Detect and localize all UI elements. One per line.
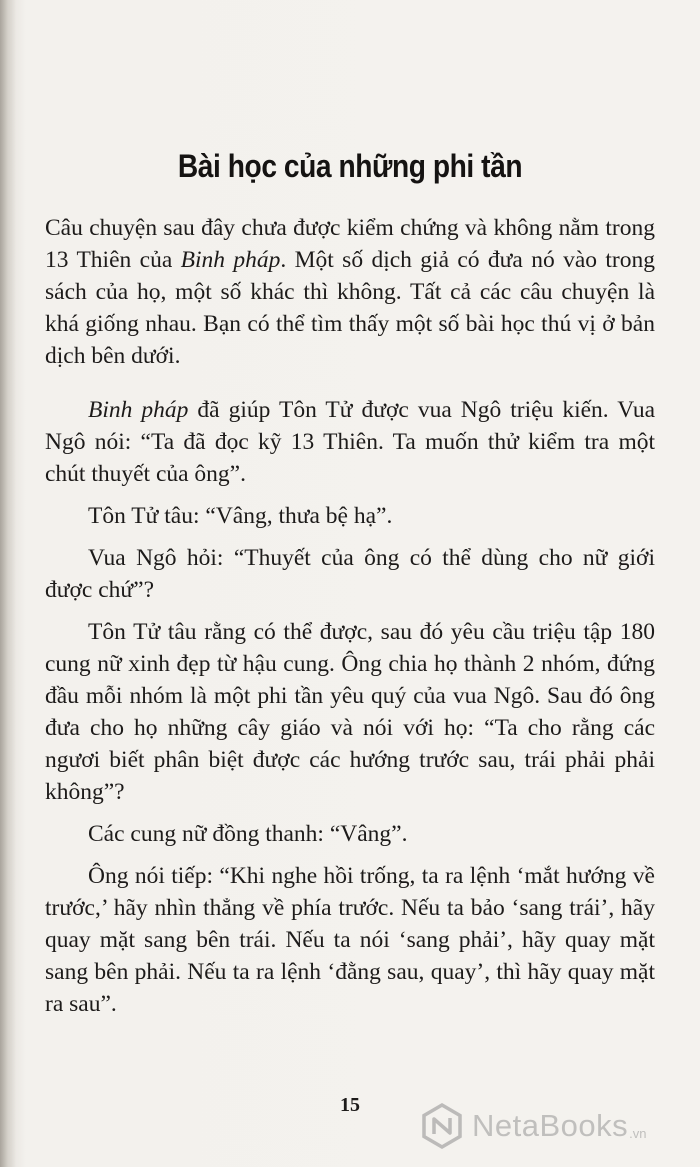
paragraph-3: Tôn Tử tâu: “Vâng, thưa bệ hạ”.: [88, 503, 393, 529]
netabooks-logo-icon: [418, 1102, 466, 1150]
spine-shadow: [0, 0, 16, 1167]
page-body: [45, 212, 655, 1030]
paragraph-1-tail: . Một số dịch giả có đưa nó vào trong sách của họ, một số khác thì không. Tất cả các câu chuyện là khá giống nhau. Bạn có thể tìm thấy một số bài học thú vị ở bản dịch bên dưới.: [45, 247, 655, 369]
paragraph-5: Tôn Tử tâu rằng có thể được, sau đó yêu cầu triệu tập 180 cung nữ xinh đẹp từ hậu cung. Ông chia họ thành 2 nhóm, đứng đầu mỗi nhóm là một phi tần yêu quý của vua Ngô. Sau đó ông đưa cho họ những cây giáo và nói với họ: “Ta cho rằng các ngươi biết phân biệt được các hướng trước sau, trái phải phải không”?: [45, 619, 655, 805]
paragraph-7: Ông nói tiếp: “Khi nghe hồi trống, ta ra lệnh ‘mắt hướng về trước,’ hãy nhìn thẳng về phía trước. Nếu ta bảo ‘sang trái’, hãy quay mặt sang bên trái. Nếu ta nói ‘sang phải’, hãy quay mặt sang bên phải. Nếu ta ra lệnh ‘đằng sau, quay’, thì hãy quay mặt ra sau”.: [45, 863, 655, 1017]
paragraph-4: Vua Ngô hỏi: “Thuyết của ông có thể dùng cho nữ giới được chứ”?: [45, 545, 655, 603]
paragraph-2-text: đã giúp Tôn Tử được vua Ngô triệu kiến. Vua Ngô nói: “Ta đã đọc kỹ 13 Thiên. Ta muốn thử kiểm tra một chút thuyết của ông”.: [45, 397, 655, 487]
paragraph-6: Các cung nữ đồng thanh: “Vâng”.: [88, 821, 408, 847]
watermark: [418, 1102, 646, 1150]
paragraph-1: [45, 212, 655, 372]
paragraph-1-text: Câu chuyện sau đây chưa được kiểm chứng và không nằm trong 13 Thiên của: [45, 215, 655, 273]
watermark-text: NetaBooks: [472, 1108, 629, 1143]
paragraph-2: [45, 394, 655, 490]
watermark-suffix: .vn: [629, 1125, 647, 1141]
page-number: 15: [340, 1094, 360, 1116]
paragraph-2-book-title: Binh pháp: [88, 397, 189, 423]
chapter-title: Bài học của những phi tần: [177, 148, 523, 184]
paragraph-1-book-title: Binh pháp: [180, 247, 281, 273]
